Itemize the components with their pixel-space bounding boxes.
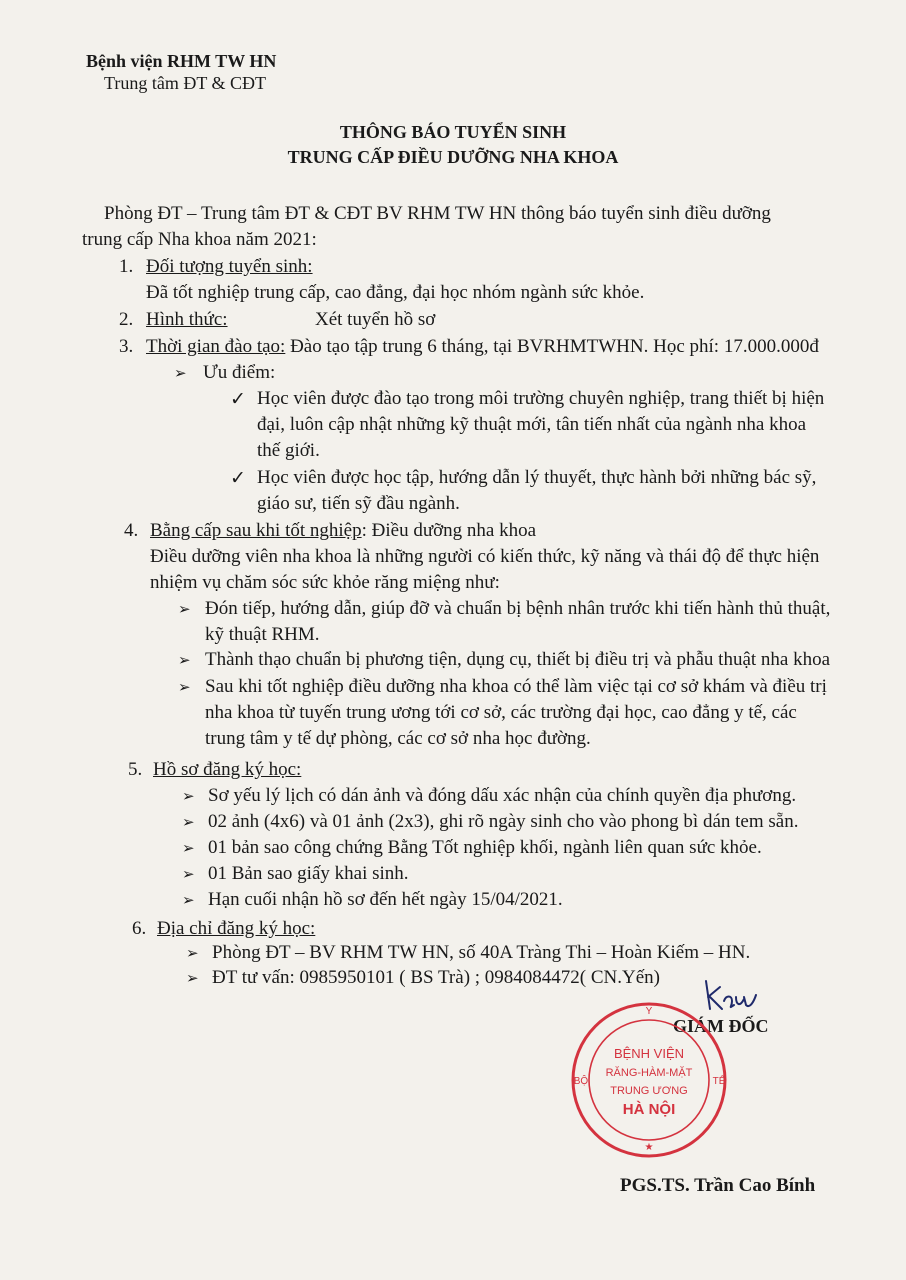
section-4-bullet-2: Thành thạo chuẩn bị phương tiện, dụng cụ, thiết bị điều trị và phẫu thuật nha khoa xyxy=(205,649,831,670)
section-2-label: Hình thức: xyxy=(146,309,228,330)
document-item-3: 01 bản sao công chứng Bằng Tốt nghiệp khối, ngành liên quan sức khỏe. xyxy=(208,837,762,858)
section-4-bullet-3-line-3: trung tâm y tế dự phòng, các cơ sở nha học đường. xyxy=(205,728,591,749)
section-4-desc-line-1: Điều dưỡng viên nha khoa là những người có kiến thức, kỹ năng và thái độ để thực hiện xyxy=(150,546,820,567)
arrow-bullet-icon: ➢ xyxy=(182,867,195,883)
advantage-2-line-2: giáo sư, tiến sỹ đầu ngành. xyxy=(257,493,460,514)
advantage-1-line-1: Học viên được đào tạo trong môi trường chuyên nghiệp, trang thiết bị hiện xyxy=(257,388,825,409)
section-4-number: 4. xyxy=(124,520,139,541)
section-1-text: Đã tốt nghiệp trung cấp, cao đẳng, đại học nhóm ngành sức khỏe. xyxy=(146,282,645,303)
arrow-bullet-icon: ➢ xyxy=(178,680,191,696)
section-4-desc-line-2: nhiệm vụ chăm sóc sức khỏe răng miệng như: xyxy=(150,572,500,593)
section-2-number: 2. xyxy=(119,309,134,330)
section-4-bullet-3-line-1: Sau khi tốt nghiệp điều dưỡng nha khoa có thể làm việc tại cơ sở khám và điều trị xyxy=(205,676,827,697)
address-line: Phòng ĐT – BV RHM TW HN, số 40A Tràng Thi – Hoàn Kiếm – HN. xyxy=(212,942,751,963)
stamp-line-2: RĂNG-HÀM-MẶT xyxy=(605,1067,693,1079)
advantage-2-line-1: Học viên được học tập, hướng dẫn lý thuyết, thực hành bởi những bác sỹ, xyxy=(257,467,817,488)
stamp-line-3: TRUNG ƯƠNG xyxy=(610,1085,688,1097)
arrow-bullet-icon: ➢ xyxy=(182,789,195,805)
section-5-label: Hồ sơ đăng ký học: xyxy=(153,759,302,780)
section-2-value: Xét tuyển hồ sơ xyxy=(315,309,436,330)
signature-role: GIÁM ĐỐC xyxy=(673,1016,769,1036)
section-4-bullet-1-line-1: Đón tiếp, hướng dẫn, giúp đỡ và chuẩn bị bệnh nhân trước khi tiến hành thủ thuật, xyxy=(205,598,831,619)
stamp-star-icon: ★ xyxy=(644,1142,654,1153)
advantage-1-line-2: đại, luôn cập nhật những kỹ thuật mới, tân tiến nhất của ngành nha khoa xyxy=(257,414,807,435)
section-3-label: Thời gian đào tạo: xyxy=(146,336,286,357)
signature-name: PGS.TS. Trần Cao Bính xyxy=(620,1175,816,1196)
document-item-1: Sơ yếu lý lịch có dán ảnh và đóng dấu xác nhận của chính quyền địa phương. xyxy=(208,785,797,806)
title-line-2: TRUNG CẤP ĐIỀU DƯỠNG NHA KHOA xyxy=(287,147,619,167)
stamp-line-1: BỆNH VIỆN xyxy=(613,1046,685,1061)
section-4-value: : Điều dưỡng nha khoa xyxy=(361,520,537,541)
arrow-bullet-icon: ➢ xyxy=(186,946,199,962)
hospital-name: Bệnh viện RHM TW HN xyxy=(86,51,277,71)
intro-line-2: trung cấp Nha khoa năm 2021: xyxy=(82,229,317,250)
phone-line: ĐT tư vấn: 0985950101 ( BS Trà) ; 0984084472( CN.Yến) xyxy=(212,967,661,988)
document-item-2: 02 ảnh (4x6) và 01 ảnh (2x3), ghi rõ ngày sinh cho vào phong bì dán tem sẵn. xyxy=(208,811,799,832)
section-5-number: 5. xyxy=(128,759,143,780)
arrow-bullet-icon: ➢ xyxy=(174,366,187,382)
section-1-label: Đối tượng tuyển sinh: xyxy=(146,256,313,277)
title-line-1: THÔNG BÁO TUYỂN SINH xyxy=(339,122,567,142)
arrow-bullet-icon: ➢ xyxy=(182,841,195,857)
arrow-bullet-icon: ➢ xyxy=(182,893,195,909)
section-6-label: Địa chỉ đăng ký học: xyxy=(157,918,316,939)
section-4-bullet-1-line-2: kỹ thuật RHM. xyxy=(205,624,320,645)
document-item-5: Hạn cuối nhận hồ sơ đến hết ngày 15/04/2021. xyxy=(208,889,563,910)
section-1-number: 1. xyxy=(119,256,134,277)
stamp-ring-left: BỘ xyxy=(573,1076,589,1087)
stamp-ring-right: TẾ xyxy=(712,1076,726,1087)
intro-line-1: Phòng ĐT – Trung tâm ĐT & CĐT BV RHM TW HN thông báo tuyển sinh điều dưỡng xyxy=(104,203,771,224)
section-3-value: Đào tạo tập trung 6 tháng, tại BVRHMTWHN. Học phí: 17.000.000đ xyxy=(285,336,819,357)
check-icon: ✓ xyxy=(230,468,246,489)
stamp-line-4: HÀ NỘI xyxy=(622,1101,676,1118)
advantages-label: Ưu điểm: xyxy=(203,362,276,383)
stamp-ring-top: Y xyxy=(645,1006,653,1017)
arrow-bullet-icon: ➢ xyxy=(178,653,191,669)
advantage-1-line-3: thế giới. xyxy=(257,440,320,461)
check-icon: ✓ xyxy=(230,389,246,410)
section-4-label: Bằng cấp sau khi tốt nghiệp xyxy=(150,520,362,541)
section-4-line xyxy=(150,520,536,542)
section-3-line xyxy=(146,336,819,358)
center-name: Trung tâm ĐT & CĐT xyxy=(104,73,267,93)
section-6-number: 6. xyxy=(132,918,147,939)
document-item-4: 01 Bản sao giấy khai sinh. xyxy=(208,863,409,884)
official-stamp-icon xyxy=(569,1000,729,1160)
arrow-bullet-icon: ➢ xyxy=(182,815,195,831)
section-3-number: 3. xyxy=(119,336,134,357)
arrow-bullet-icon: ➢ xyxy=(178,602,191,618)
section-4-bullet-3-line-2: nha khoa từ tuyến trung ương tới cơ sở, các trường đại học, cao đẳng y tế, các xyxy=(205,702,797,723)
arrow-bullet-icon: ➢ xyxy=(186,971,199,987)
